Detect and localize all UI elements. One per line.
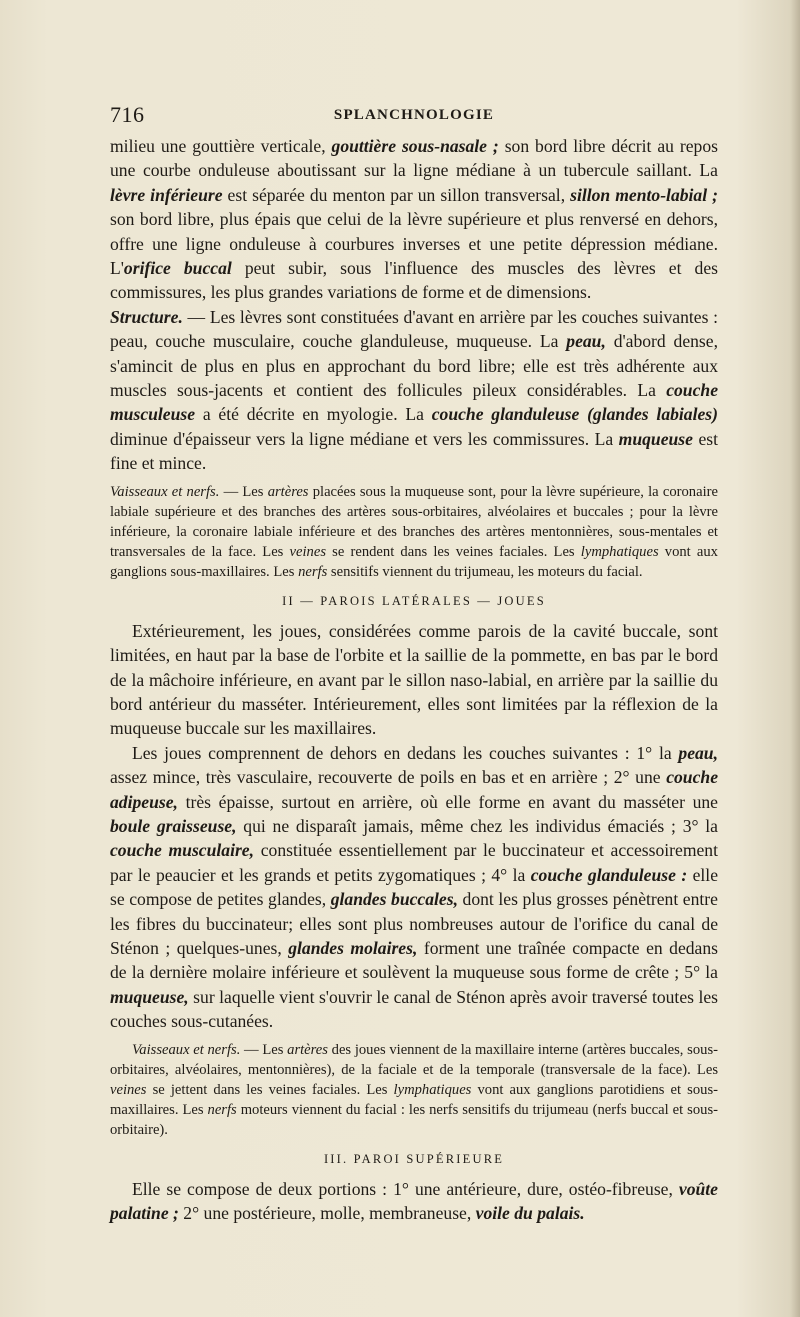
page-header	[110, 100, 718, 130]
text-run: est séparée du menton par un sillon transversal,	[222, 184, 571, 205]
term: voile du palais.	[475, 1203, 585, 1223]
text-run: a été décrite en myologie. La	[195, 404, 432, 425]
paragraph-levres	[110, 134, 718, 305]
text-run: — Les lèvres sont constituées d'avant en arrière par les couches suivantes : peau, couche musculaire, couche glanduleuse, muqueuse. La	[110, 306, 718, 352]
section-heading-paroi-superieure: III. PAROI SUPÉRIEURE	[323, 1151, 505, 1166]
term: couche adipeuse,	[110, 767, 718, 812]
term: artères	[267, 483, 309, 500]
term: sillon mento-labial ;	[570, 184, 718, 205]
term: voûte palatine ;	[110, 1178, 718, 1223]
term: muqueuse,	[110, 986, 189, 1007]
text-run: qui ne disparaît jamais, même chez les individus émaciés ; 3° la	[236, 815, 718, 836]
term: nerfs	[207, 1101, 237, 1118]
term: glandes buccales,	[330, 889, 458, 910]
paragraph-structure	[110, 305, 718, 476]
text-run: peut subir, sous l'influence des muscles des lèvres et des commissures, les plus grandes variations de forme et de dimensions.	[110, 258, 718, 303]
text-run: vont aux ganglions parotidiens et sous-maxillaires. Les	[110, 1081, 718, 1118]
text-run: constituée essentiellement par le buccinateur et accessoirement par le peaucier et les grands et petits zygomatiques ; 4° la	[110, 840, 718, 885]
term: nerfs	[298, 563, 328, 580]
subheading: Structure.	[110, 306, 183, 327]
term: artères	[287, 1041, 328, 1058]
subheading: Vaisseaux et nerfs.	[110, 483, 220, 500]
text-run: — Les	[240, 1041, 288, 1058]
section-heading-joues: II — PAROIS LATÉRALES — JOUES	[282, 593, 546, 608]
term: lymphatiques	[580, 543, 659, 560]
text-run: des joues viennent de la maxillaire interne (artères buccales, sous-orbitaires, alvéolaires, mentonnières), de la faciale et de la temporale (transversale de la face). Les	[110, 1041, 718, 1078]
text-run: très épaisse, surtout en arrière, où elle forme en avant du masséter une	[177, 791, 718, 812]
term: veines	[110, 1081, 147, 1098]
term: lèvre inférieure	[110, 184, 223, 205]
paragraph-joues-couches	[110, 741, 718, 1034]
paragraph-paroi-superieure	[110, 1177, 718, 1226]
text-run: son bord libre, plus épais que celui de la lèvre supérieure et plus renversé en dehors, offre une ligne onduleuse à courbures inverses et une petite dépression médiane. L'	[110, 209, 718, 279]
term: couche musculeuse	[110, 380, 718, 425]
term: boule graisseuse,	[110, 815, 237, 836]
note-vaisseaux-joues	[110, 1040, 718, 1140]
term: peau,	[566, 331, 606, 352]
text-run: son bord libre décrit au repos une courbe onduleuse aboutissant sur la ligne médiane à un tubercule saillant. La	[110, 136, 718, 181]
text-run: dont les plus grosses pénètrent entre les fibres du buccinateur; elles sont plus nombreuses autour de l'orifice du canal de Sténon ; quelques-unes,	[110, 889, 718, 958]
text-run: se jettent dans les veines faciales. Les	[146, 1081, 394, 1098]
text-run: placées sous la muqueuse sont, pour la lèvre supérieure, la coronaire labiale supérieure et des branches des artères sous-orbitaires, alvéolaires et buccales ; pour la lèvre inférieure, la coronaire labiale inférieure et des branches des artères mentonnières, sous-mentales et transversales de la face. Les	[110, 483, 718, 560]
text-run: assez mince, très vasculaire, recouverte de poils en bas et en arrière ; 2° une	[110, 767, 667, 788]
text-run: vont aux ganglions sous-maxillaires. Les	[110, 543, 718, 580]
text-run: 2° une postérieure, molle, membraneuse,	[178, 1203, 476, 1223]
text-run: forment une traînée compacte en dedans de la dernière molaire inférieure et soulèvent la muqueuse sous forme de crête ; 5° la	[110, 937, 718, 983]
text-run: est fine et mince.	[110, 428, 718, 474]
text-run: moteurs viennent du facial : les nerfs sensitifs du trijumeau (nerfs buccal et sous-orbitaire).	[110, 1101, 718, 1138]
term: couche glanduleuse (glandes labiales)	[431, 404, 719, 425]
text-run: se rendent dans les veines faciales. Les	[326, 543, 581, 560]
term: orifice buccal	[123, 258, 232, 279]
text-run: sur laquelle vient s'ouvrir le canal de Sténon après avoir traversé toutes les couches sous-cutanées.	[110, 986, 718, 1032]
term: gouttière sous-nasale ;	[331, 136, 499, 156]
running-title: SPLANCHNOLOGIE	[333, 107, 495, 123]
text-run: Elle se compose de deux portions : 1° une antérieure, dure, ostéo-fibreuse,	[132, 1178, 679, 1199]
text-run: Les joues comprennent de dehors en dedans les couches suivantes : 1° la	[132, 742, 679, 763]
term: lymphatiques	[393, 1081, 472, 1098]
term: couche musculaire,	[110, 840, 255, 861]
text-run: Extérieurement, les joues, considérées comme parois de la cavité buccale, sont limitées, en haut par la base de l'orbite et la saillie de la pommette, en bas par le bord de la mâchoire inférieure, en avant par le sillon naso-labial, en arrière par la saillie du bord antérieur du masséter. Intérieurement, elles sont limitées par la réflexion de la muqueuse buccale sur les maxillaires.	[110, 620, 718, 739]
page-number: 716	[110, 102, 145, 127]
text-run: sensitifs viennent du trijumeau, les moteurs du facial.	[327, 563, 643, 580]
text-run: elle se compose de petites glandes,	[110, 864, 719, 910]
term: muqueuse	[618, 428, 693, 449]
paragraph-joues-exterieur	[110, 619, 718, 741]
text-run: milieu une gouttière verticale,	[110, 136, 332, 156]
note-vaisseaux-levres	[110, 482, 718, 582]
text-run: diminue d'épaisseur vers la ligne médiane et vers les commissures. La	[110, 428, 619, 449]
term: glandes molaires,	[288, 937, 418, 958]
term: veines	[289, 543, 326, 560]
term: couche glanduleuse :	[530, 864, 688, 885]
text-run: d'abord dense, s'amincit de plus en plus en approchant du bord libre; elle est très adhérente aux muscles sous-jacents et contient des follicules pileux considérables. La	[110, 331, 718, 401]
subheading: Vaisseaux et nerfs.	[132, 1041, 241, 1058]
text-run: — Les	[219, 483, 268, 500]
term: peau,	[678, 742, 718, 763]
